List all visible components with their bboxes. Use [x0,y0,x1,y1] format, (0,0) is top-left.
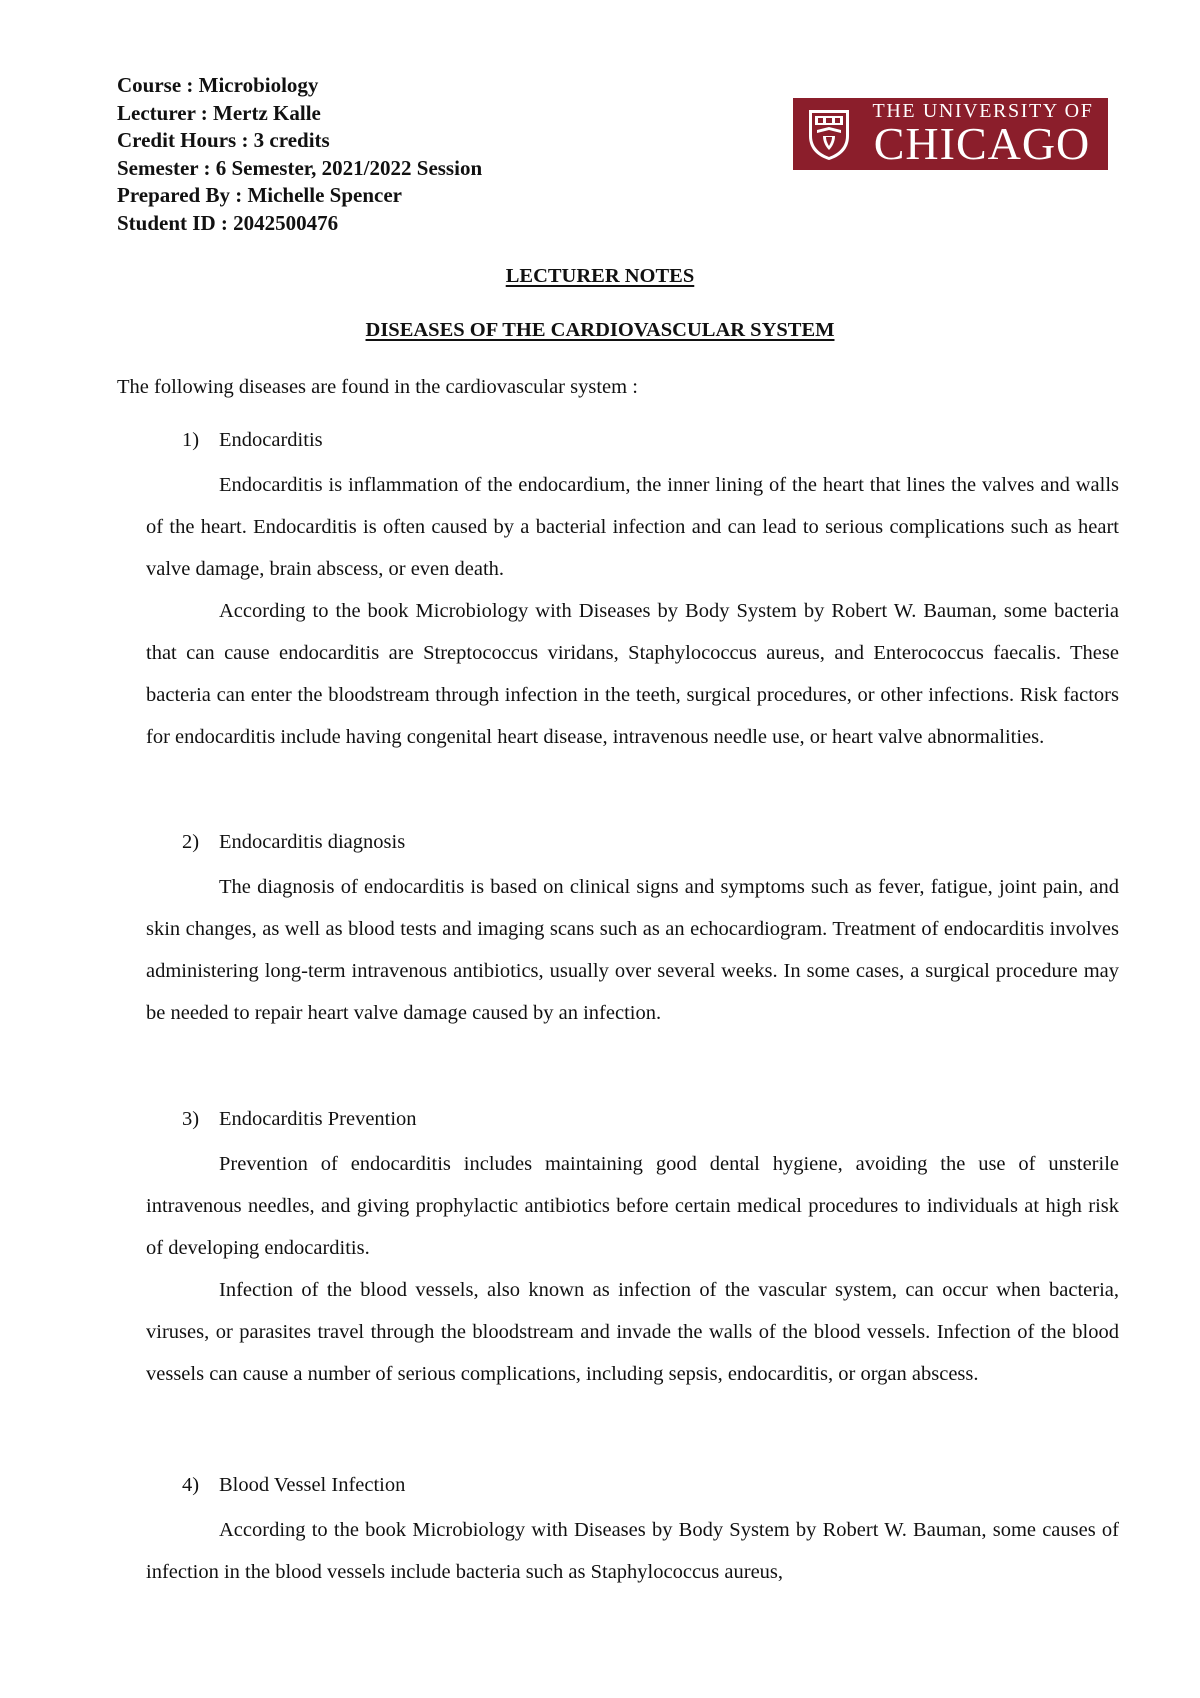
university-crest-icon [803,106,855,162]
prepared-by-line: Prepared By : Michelle Spencer [117,183,402,207]
paragraph: The diagnosis of endocarditis is based on clinical signs and symptoms such as fever, fatigue, joint pain, and skin changes, as well as blood tests and imaging scans such as an echocardiogram. Treatment of endocarditis involves administering long-term intravenous antibiotics, usually over several weeks. In some cases, a surgical procedure may be needed to repair heart valve damage caused by an infection. [146,876,1119,1024]
section-heading-text: Endocarditis [219,429,323,451]
intro-sentence: The following diseases are found in the cardiovascular system : [117,376,638,398]
section-heading-text: Blood Vessel Infection [219,1474,406,1496]
logo-text-university-of: THE UNIVERSITY OF [872,100,1094,122]
section-heading-text: Endocarditis Prevention [219,1108,417,1130]
section-number: 4) [182,1474,200,1496]
logo-text-chicago: CHICAGO [873,118,1091,169]
paragraph: Prevention of endocarditis includes maintaining good dental hygiene, avoiding the use of unsterile intravenous needles, and giving prophylactic antibiotics before certain medical procedures to individuals at high risk of developing endocarditis. [146,1153,1119,1259]
paragraph: According to the book Microbiology with Diseases by Body System by Robert W. Bauman, some bacteria that can cause endocarditis are Streptococcus viridans, Staphylococcus aureus, and Enterococcus faecalis. These bacteria can enter the bloodstream through infection in the teeth, surgical procedures, or other infections. Risk factors for endocarditis include having congenital heart disease, intravenous needle use, or heart valve abnormalities. [146,600,1119,748]
student-id-line: Student ID : 2042500476 [117,210,339,235]
paragraph: Endocarditis is inflammation of the endocardium, the inner lining of the heart that lines the valves and walls of the heart. Endocarditis is often caused by a bacterial infection and can lead to serious complications such as heart valve damage, brain abscess, or even death. [146,474,1119,580]
credit-hours-line: Credit Hours : 3 credits [117,128,330,152]
lecturer-line: Lecturer : Mertz Kalle [117,100,321,125]
section-number: 1) [182,429,200,451]
section-heading-endocarditis [182,429,323,452]
course-info-block [117,72,482,237]
section-heading-blood-vessel-infection [182,1474,405,1497]
university-logo [793,98,1108,170]
section-heading-endocarditis-diagnosis [182,831,405,854]
section-number: 2) [182,831,200,853]
document-title: LECTURER NOTES [505,265,695,287]
semester-line: Semester : 6 Semester, 2021/2022 Session [117,155,483,180]
paragraph: Infection of the blood vessels, also known as infection of the vascular system, can occur when bacteria, viruses, or parasites travel through the bloodstream and invade the walls of the blood vessels. Infection of the blood vessels can cause a number of serious complications, including sepsis, endocarditis, or organ abscess. [146,1279,1119,1385]
document-subtitle: DISEASES OF THE CARDIOVASCULAR SYSTEM [365,319,835,341]
paragraph: According to the book Microbiology with Diseases by Body System by Robert W. Bauman, some causes of infection in the blood vessels include bacteria such as Staphylococcus aureus, [146,1519,1119,1583]
section-number: 3) [182,1108,200,1130]
course-line: Course : Microbiology [117,73,319,97]
section-heading-text: Endocarditis diagnosis [219,831,406,853]
section-heading-endocarditis-prevention [182,1108,417,1131]
